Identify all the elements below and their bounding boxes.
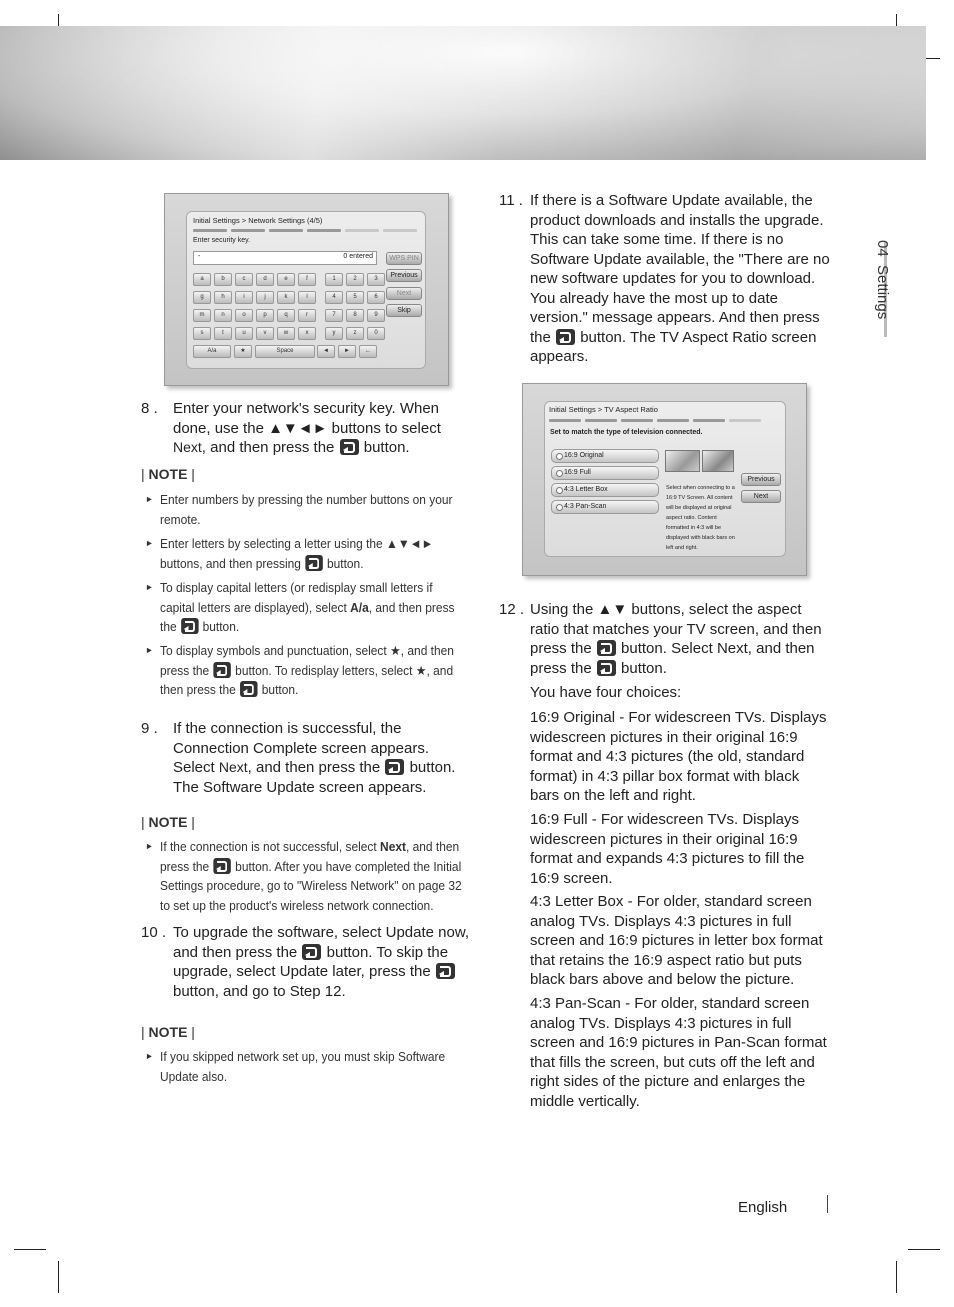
next-button[interactable]: Next <box>741 490 781 503</box>
bullet-arrow-icon: ► <box>145 841 154 851</box>
option-4-3-letter-box[interactable]: 4:3 Letter Box <box>551 483 659 497</box>
note-bullet: ► If you skipped network set up, you must skip Software Update also. <box>145 1049 446 1084</box>
choices-intro: You have four choices: <box>530 684 682 701</box>
progress-step <box>657 419 689 422</box>
previous-button[interactable]: Previous <box>741 473 781 486</box>
choice-4-3-pan-scan: 4:3 Pan-Scan - For older, standard screen analog TVs. Displays 4:3 pictures in full screen and 16:9 pictures in Pan-Scan format that fills the screen, but cuts off the left and right sides of the picture and enlarges the middle vertically. <box>530 995 827 1110</box>
chapter-label: 04 Settings <box>874 240 891 320</box>
keyboard-key[interactable]: k <box>277 291 295 304</box>
progress-step <box>231 229 265 232</box>
keyboard-key[interactable]: 5 <box>346 291 364 304</box>
skip-button[interactable]: Skip <box>386 304 422 317</box>
progress-step <box>307 229 341 232</box>
enter-icon <box>302 944 321 960</box>
keyboard-key[interactable]: c <box>235 273 253 286</box>
keyboard-key[interactable]: u <box>235 327 253 340</box>
entry-value: - <box>198 253 201 260</box>
radio-icon <box>556 504 563 511</box>
keyboard-key[interactable]: d <box>256 273 274 286</box>
keyboard-key[interactable]: b <box>214 273 232 286</box>
option-16-9-full[interactable]: 16:9 Full <box>551 466 659 480</box>
progress-step <box>383 229 417 232</box>
network-settings-screen <box>164 193 449 386</box>
choice-4-3-letter-box: 4:3 Letter Box - For older, standard screen analog TVs. Displays 4:3 pictures in full screen and 16:9 pictures in letter box format that retains the 16:9 aspect ratio but puts black bars above and below the picture. <box>530 893 823 988</box>
radio-icon <box>556 453 563 460</box>
header-banner <box>0 26 926 160</box>
bullet-arrow-icon: ► <box>145 645 154 655</box>
keyboard-key[interactable]: g <box>193 291 211 304</box>
enter-icon <box>213 858 230 874</box>
keyboard-key[interactable]: q <box>277 309 295 322</box>
bullet-arrow-icon: ► <box>145 1051 154 1061</box>
keyboard-key[interactable]: s <box>193 327 211 340</box>
progress-step <box>729 419 761 422</box>
screen-prompt: Set to match the type of television connected. <box>550 429 703 436</box>
note-bullet: ► To display symbols and punctuation, select ★, and then press the button. To redisplay letters, select ★, and then press the button. <box>145 643 454 697</box>
aspect-ratio-screen <box>522 383 807 576</box>
keyboard-key[interactable]: 9 <box>367 309 385 322</box>
keyboard-key[interactable]: t <box>214 327 232 340</box>
note-heading: | NOTE | <box>141 814 195 830</box>
progress-step <box>621 419 653 422</box>
keyboard-key[interactable]: 0 <box>367 327 385 340</box>
wps-pin-button[interactable]: WPS PIN <box>386 252 422 265</box>
keyboard-key[interactable]: 3 <box>367 273 385 286</box>
keyboard-key[interactable]: 2 <box>346 273 364 286</box>
keyboard-key[interactable]: 4 <box>325 291 343 304</box>
enter-icon <box>340 439 359 455</box>
footer-divider <box>827 1195 828 1213</box>
keyboard-key[interactable]: 7 <box>325 309 343 322</box>
enter-icon <box>305 555 322 571</box>
key-symbol[interactable]: ★ <box>234 345 252 358</box>
keyboard-key[interactable]: e <box>277 273 295 286</box>
crop-mark <box>908 1249 940 1250</box>
keyboard-key[interactable]: n <box>214 309 232 322</box>
preview-image-icon <box>702 450 734 472</box>
key-left[interactable]: ◄ <box>317 345 335 358</box>
footer-language: English <box>738 1199 788 1216</box>
key-right[interactable]: ► <box>338 345 356 358</box>
keyboard-key[interactable]: x <box>298 327 316 340</box>
enter-icon <box>213 662 230 678</box>
option-description: Select when connecting to a 16:9 TV Screen. All content will be displayed at original aspect ratio. Content formatted in 4:3 will be displayed with black bars on left and right. <box>666 485 735 551</box>
radio-icon <box>556 487 563 494</box>
keyboard-key[interactable]: h <box>214 291 232 304</box>
bullet-arrow-icon: ► <box>145 494 154 504</box>
enter-icon <box>556 329 575 345</box>
choice-16-9-full: 16:9 Full - For widescreen TVs. Displays widescreen pictures in their original 16:9 format and expands 4:3 pictures to fill the 16:9 screen. <box>530 811 805 887</box>
crop-mark <box>896 1261 897 1293</box>
enter-icon <box>436 963 455 979</box>
keyboard-key[interactable]: v <box>256 327 274 340</box>
keyboard-key[interactable]: a <box>193 273 211 286</box>
screen-title: Initial Settings > TV Aspect Ratio <box>549 405 658 414</box>
note-bullet: ► If the connection is not successful, select Next, and then press the button. After you have completed the Initial Settings procedure, go to "Wireless Network" on page 32 to set up the product's wireless network connection. <box>145 839 462 913</box>
progress-step <box>693 419 725 422</box>
progress-step <box>269 229 303 232</box>
key-backspace[interactable]: ← <box>359 345 377 358</box>
entered-count: 0 entered <box>343 253 373 260</box>
keyboard-key[interactable]: p <box>256 309 274 322</box>
security-key-input[interactable] <box>193 251 377 265</box>
enter-icon <box>240 681 257 697</box>
previous-button[interactable]: Previous <box>386 269 422 282</box>
keyboard-key[interactable]: 1 <box>325 273 343 286</box>
key-space[interactable]: Space <box>255 345 315 358</box>
radio-icon <box>556 470 563 477</box>
keyboard-key[interactable]: z <box>346 327 364 340</box>
keyboard-key[interactable]: 6 <box>367 291 385 304</box>
progress-step <box>585 419 617 422</box>
keyboard-key[interactable]: 8 <box>346 309 364 322</box>
keyboard-key[interactable]: m <box>193 309 211 322</box>
keyboard-key[interactable]: r <box>298 309 316 322</box>
enter-icon <box>385 759 404 775</box>
key-case[interactable]: A/a <box>193 345 231 358</box>
crop-mark <box>14 1249 46 1250</box>
note-bullet: ► Enter numbers by pressing the number buttons on your remote. <box>145 492 453 527</box>
keyboard-key[interactable]: i <box>235 291 253 304</box>
progress-step <box>193 229 227 232</box>
enter-icon <box>181 618 198 634</box>
preview-image-icon <box>665 450 700 472</box>
option-16-9-original[interactable]: 16:9 Original <box>551 449 659 463</box>
keyboard-key[interactable]: o <box>235 309 253 322</box>
enter-icon <box>597 640 616 656</box>
note-heading: | NOTE | <box>141 1024 195 1040</box>
bullet-arrow-icon: ► <box>145 538 154 548</box>
keyboard-key[interactable]: y <box>325 327 343 340</box>
screen-prompt: Enter security key. <box>193 237 251 244</box>
note-heading: | NOTE | <box>141 466 195 482</box>
keyboard-key[interactable]: w <box>277 327 295 340</box>
keyboard-key[interactable]: l <box>298 291 316 304</box>
note-bullet: ► Enter letters by selecting a letter using the ▲▼◄► buttons, and then pressing button. <box>145 536 434 571</box>
keyboard-key[interactable]: f <box>298 273 316 286</box>
choice-16-9-original: 16:9 Original - For widescreen TVs. Displays widescreen pictures in their original 16:9 format and 4:3 pictures (the old, standard format) in 4:3 pillar box format with black bars on the left and right. <box>530 709 827 804</box>
keyboard-key[interactable]: j <box>256 291 274 304</box>
progress-step <box>549 419 581 422</box>
note-bullet: ► To display capital letters (or redisplay small letters if capital letters are displayed), select A/a, and then press the button. <box>145 580 455 634</box>
bullet-arrow-icon: ► <box>145 582 154 592</box>
option-4-3-pan-scan[interactable]: 4:3 Pan-Scan <box>551 500 659 514</box>
screen-title: Initial Settings > Network Settings (4/5) <box>193 216 323 225</box>
enter-icon <box>597 660 616 676</box>
progress-step <box>345 229 379 232</box>
next-button[interactable]: Next <box>386 287 422 300</box>
crop-mark <box>58 1261 59 1293</box>
